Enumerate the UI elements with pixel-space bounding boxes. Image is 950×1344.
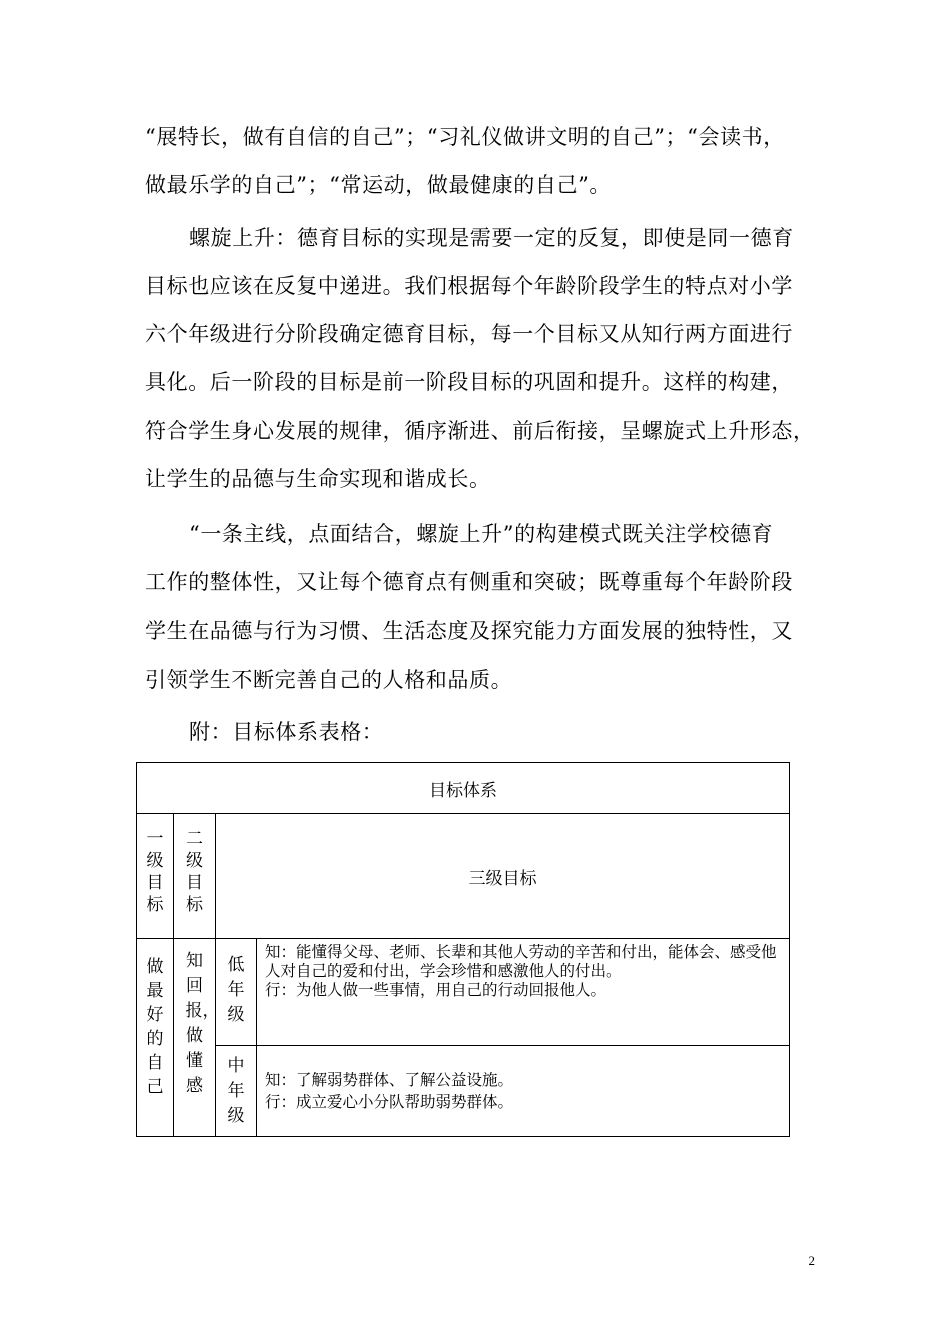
table-title: 目标体系	[137, 763, 790, 814]
text-line: “一条主线，点面结合，螺旋上升”的构建模式既关注学校德育	[189, 522, 774, 546]
text-line: 符合学生身心发展的规律，循序渐进、前后衔接，呈螺旋式上升形态，	[145, 419, 815, 443]
text-line: 做最乐学的自己”；“常运动，做最健康的自己”。	[145, 173, 612, 197]
act-text: 行：成立爱心小分队帮助弱势群体。	[265, 1093, 514, 1111]
know-text: 知：能懂得父母、老师、长辈和其他人劳动的辛苦和付出，能体会、感受他人对自己的爱和付出，学会珍惜和感激他人的付出。	[265, 943, 777, 980]
know-text: 知：了解弱势群体、了解公益设施。	[265, 1071, 514, 1089]
text-line: 目标也应该在反复中递进。我们根据每个年龄阶段学生的特点对小学	[145, 274, 793, 298]
header-level1-label: 一级目标	[146, 829, 164, 915]
goal-content-cell	[257, 1046, 790, 1137]
text-line: “展特长，做有自信的自己”；“习礼仪做讲文明的自己”；“会读书，	[145, 125, 785, 149]
text-line: 让学生的品德与生命实现和谐成长。	[145, 467, 491, 491]
text-line: 附：目标体系表格：	[189, 720, 384, 744]
grade-cell	[216, 1046, 257, 1137]
header-level2	[174, 814, 216, 939]
goal-content-cell	[257, 939, 790, 1046]
text-line: 引领学生不断完善自己的人格和品质。	[145, 668, 513, 692]
act-text: 行：为他人做一些事情，用自己的行动回报他人。	[265, 981, 607, 999]
grade-label: 低年级	[227, 955, 245, 1025]
level2-value: 知回报，做懂感	[185, 951, 220, 1096]
header-level1	[137, 814, 174, 939]
text-line: 具化。后一阶段的目标是前一阶段目标的巩固和提升。这样的构建，	[145, 370, 793, 394]
page-number: 2	[808, 1253, 815, 1268]
text-line: 学生在品德与行为习惯、生活态度及探究能力方面发展的独特性，又	[145, 619, 793, 643]
grade-label: 中年级	[227, 1056, 245, 1126]
grade-cell	[216, 939, 257, 1046]
text-line: 工作的整体性，又让每个德育点有侧重和突破；既尊重每个年龄阶段	[145, 570, 793, 594]
level1-value: 做最好的自己	[146, 957, 164, 1097]
text-line: 螺旋上升：德育目标的实现是需要一定的反复，即使是同一德育	[189, 226, 794, 250]
header-level2-label: 二级目标	[186, 829, 203, 915]
level2-cell	[174, 939, 220, 1137]
header-level3: 三级目标	[216, 814, 790, 939]
text-line: 六个年级进行分阶段确定德育目标，每一个目标又从知行两方面进行	[145, 322, 793, 346]
goal-system-table	[136, 762, 790, 1137]
level1-cell	[137, 939, 174, 1137]
